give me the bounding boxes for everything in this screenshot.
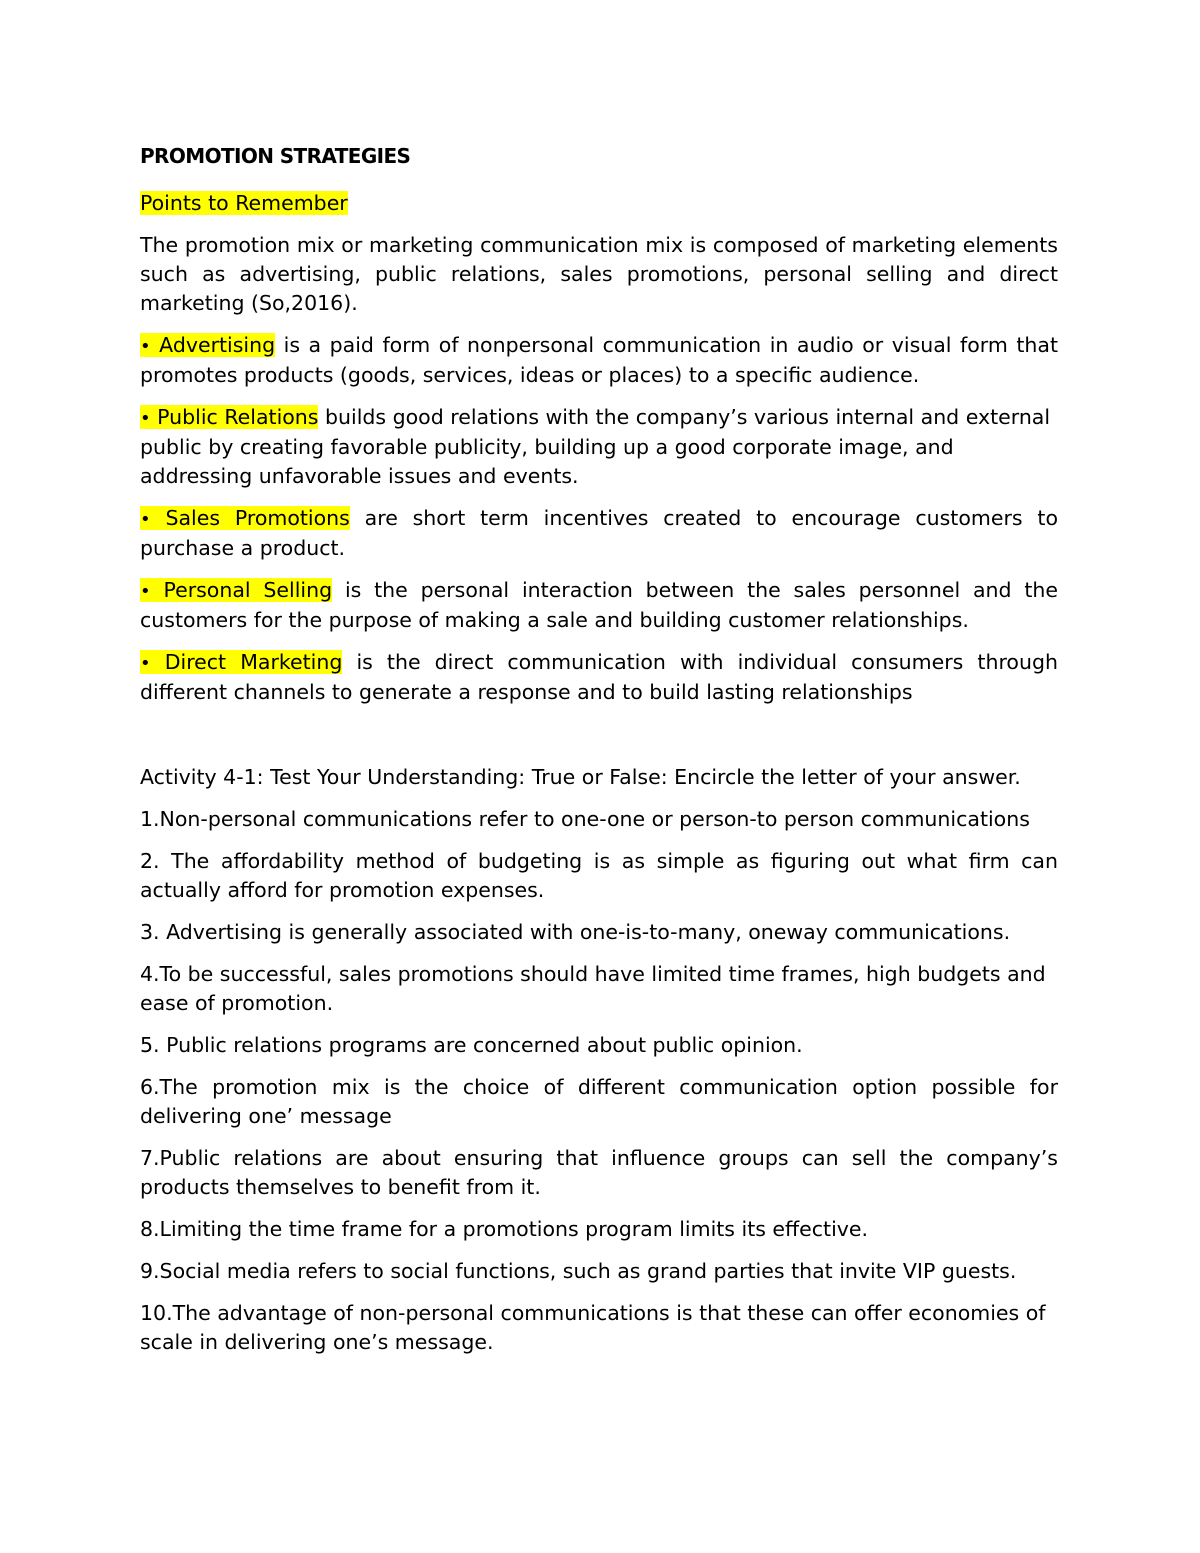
question-item-8: 8.Limiting the time frame for a promotions program limits its effective. [140, 1217, 869, 1241]
question-item-10: 10.The advantage of non-personal communications is that these can offer economies of scale in delivering one’s message. [140, 1301, 1046, 1354]
bullet-term-highlight [140, 405, 318, 429]
subheading-highlight: Points to Remember [140, 191, 348, 215]
bullet-advertising [140, 331, 1058, 390]
bullet-term-highlight [140, 506, 350, 530]
bullet-term: Public Relations [157, 405, 319, 429]
bullet-term: Advertising [159, 333, 276, 357]
section-spacer [140, 720, 1058, 763]
document-page [140, 140, 1058, 1370]
bullet-term: Direct Marketing [164, 650, 343, 674]
bullet-term-highlight [140, 333, 275, 357]
question-item-3: 3. Advertising is generally associated with one-is-to-many, oneway communications. [140, 920, 1011, 944]
question-item-7: 7.Public relations are about ensuring that influence groups can sell the company’s products themselves to benefit from it. [140, 1146, 1058, 1199]
bullet-icon: • [140, 509, 151, 530]
activity-heading: Activity 4-1: Test Your Understanding: True or False: Encircle the letter of your answer. [140, 765, 1021, 789]
subheading [140, 189, 1058, 218]
bullet-direct-marketing [140, 648, 1058, 707]
question-item-1: 1.Non-personal communications refer to one-one or person-to person communications [140, 807, 1030, 831]
question-item-9: 9.Social media refers to social functions, such as grand parties that invite VIP guests. [140, 1259, 1017, 1283]
bullet-sales-promotions [140, 504, 1058, 563]
bullet-text: builds good relations with the company’s various internal and external public by creating favorable publicity, building up a good corporate image, and addressing unfavorable issues and events. [140, 405, 1051, 488]
bullet-icon: • [140, 581, 151, 602]
bullet-personal-selling [140, 576, 1058, 635]
bullet-text: is the personal interaction between the sales personnel and the customers for the purpose of making a sale and building customer relationships. [140, 578, 1058, 632]
bullet-icon: • [140, 336, 151, 357]
bullet-term-highlight [140, 650, 342, 674]
question-item-4: 4.To be successful, sales promotions should have limited time frames, high budgets and ease of promotion. [140, 962, 1046, 1015]
question-item-2: 2. The affordability method of budgeting is as simple as figuring out what firm can actually afford for promotion expenses. [140, 849, 1058, 902]
intro-paragraph: The promotion mix or marketing communication mix is composed of marketing elements such as advertising, public relations, sales promotions, personal selling and direct marketing (So,2016). [140, 233, 1058, 315]
bullet-text: are short term incentives created to encourage customers to purchase a product. [140, 506, 1058, 560]
bullet-term-highlight [140, 578, 332, 602]
bullet-text: is the direct communication with individual consumers through different channels to generate a response and to build lasting relationships [140, 650, 1058, 704]
question-item-6: 6.The promotion mix is the choice of different communication option possible for delivering one’ message [140, 1075, 1058, 1128]
bullet-icon: • [140, 653, 151, 674]
document-title: PROMOTION STRATEGIES [140, 144, 411, 168]
bullet-text: is a paid form of nonpersonal communication in audio or visual form that promotes products (goods, services, ideas or places) to a specific audience. [140, 333, 1058, 387]
question-item-5: 5. Public relations programs are concerned about public opinion. [140, 1033, 803, 1057]
bullet-term: Sales Promotions [165, 506, 350, 530]
bullet-public-relations [140, 403, 1058, 491]
bullet-term: Personal Selling [163, 578, 333, 602]
bullet-icon: • [140, 408, 151, 429]
